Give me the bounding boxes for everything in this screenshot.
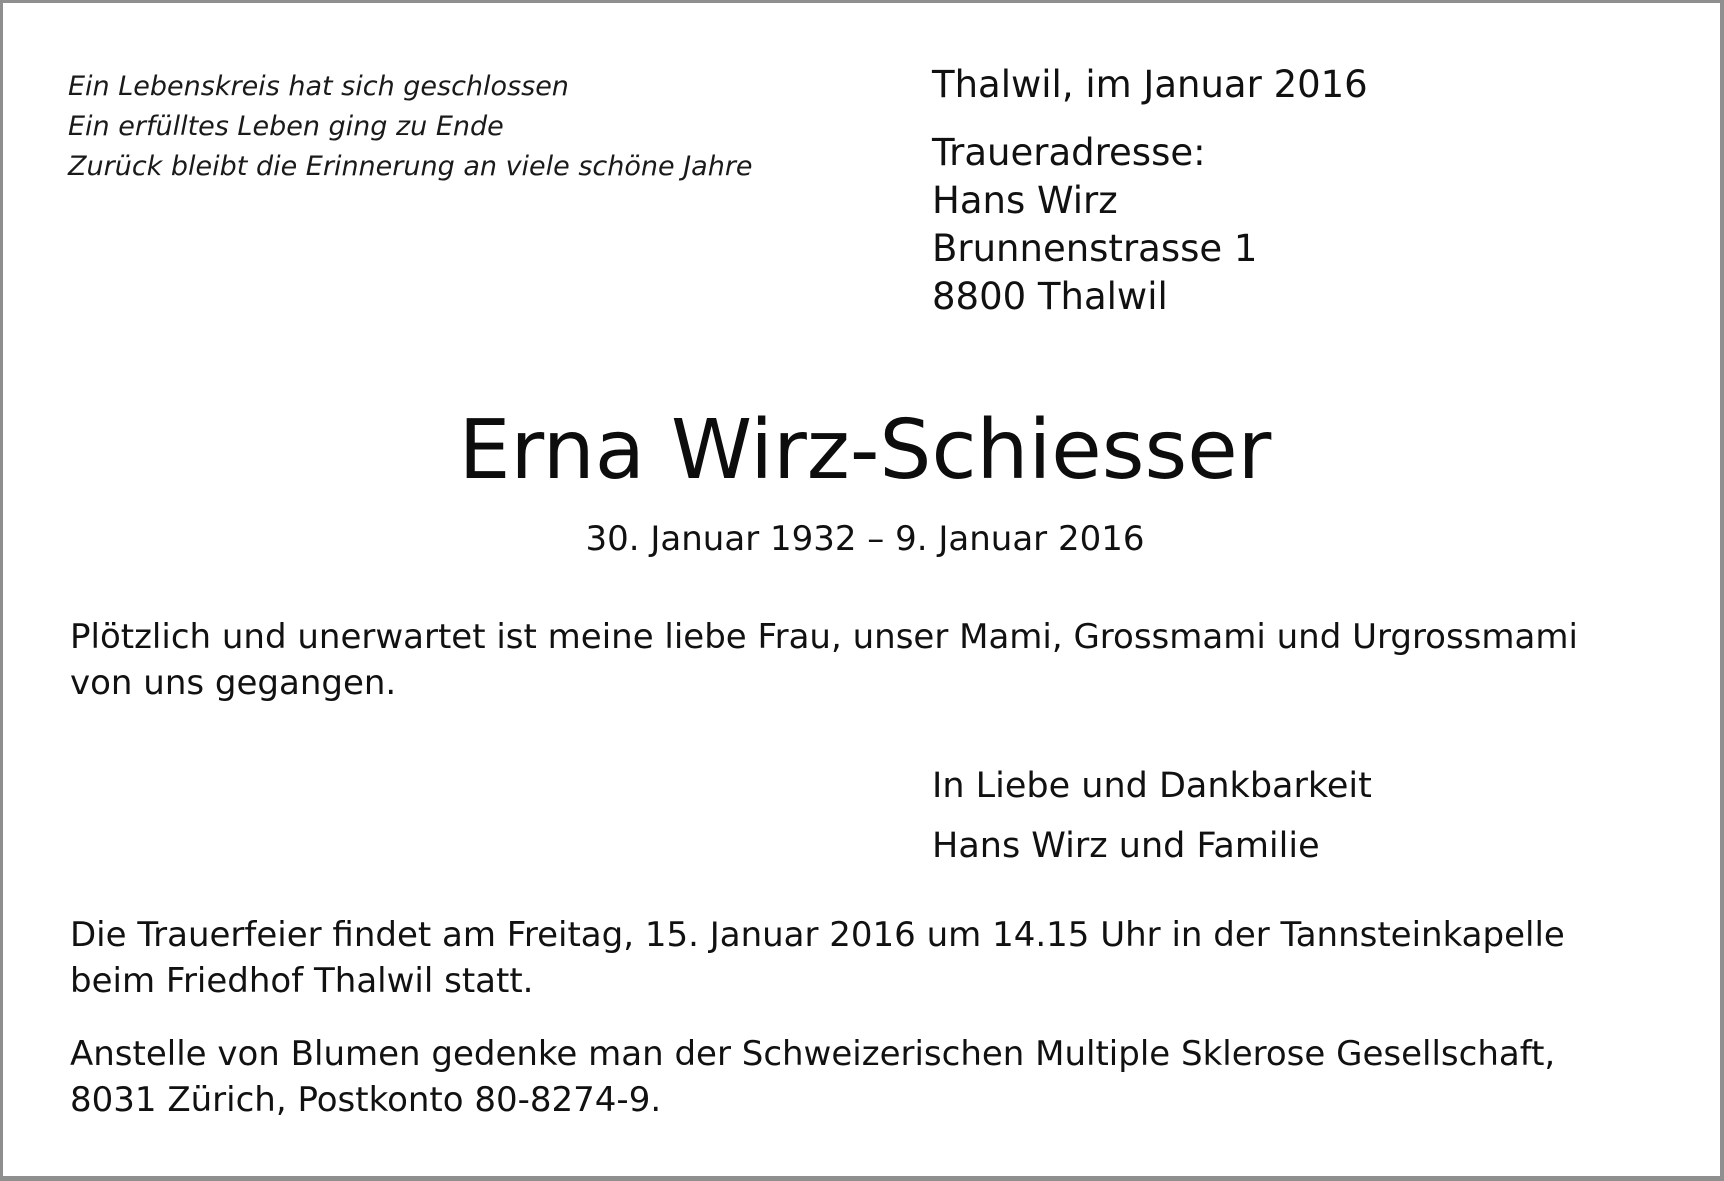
signature-line: Hans Wirz und Familie xyxy=(932,826,1320,866)
mourning-address xyxy=(932,129,1257,321)
donation-line: Anstelle von Blumen gedenke man der Schweizerischen Multiple Sklerose Gesellschaft, xyxy=(70,1034,1556,1074)
poem-line: Zurück bleibt die Erinnerung an viele schöne Jahre xyxy=(68,151,753,182)
ceremony-line: beim Friedhof Thalwil statt. xyxy=(70,961,534,1001)
announcement-line: Plötzlich und unerwartet ist meine liebe Frau, unser Mami, Grossmami und Urgrossmami xyxy=(70,617,1578,657)
poem-block xyxy=(68,67,753,187)
place-date: Thalwil, im Januar 2016 xyxy=(932,63,1368,106)
address-label: Traueradresse: xyxy=(932,131,1206,174)
closing-line: In Liebe und Dankbarkeit xyxy=(932,766,1372,806)
poem-line: Ein erfülltes Leben ging zu Ende xyxy=(68,111,504,142)
life-dates: 30. Januar 1932 – 9. Januar 2016 xyxy=(585,519,1145,559)
address-name: Hans Wirz xyxy=(932,179,1118,222)
donation-info xyxy=(70,1031,1670,1123)
ceremony-info xyxy=(70,912,1670,1004)
ceremony-line: Die Trauerfeier findet am Freitag, 15. Januar 2016 um 14.15 Uhr in der Tannsteinkapelle xyxy=(70,915,1565,955)
donation-line: 8031 Zürich, Postkonto 80-8274-9. xyxy=(70,1080,662,1120)
deceased-name: Erna Wirz-Schiesser xyxy=(458,403,1272,498)
closing-signature xyxy=(932,756,1372,876)
address-city: 8800 Thalwil xyxy=(932,275,1168,318)
announcement-line: von uns gegangen. xyxy=(70,663,397,703)
poem-line: Ein Lebenskreis hat sich geschlossen xyxy=(68,71,569,102)
address-street: Brunnenstrasse 1 xyxy=(932,227,1258,270)
announcement-text xyxy=(70,614,1670,706)
